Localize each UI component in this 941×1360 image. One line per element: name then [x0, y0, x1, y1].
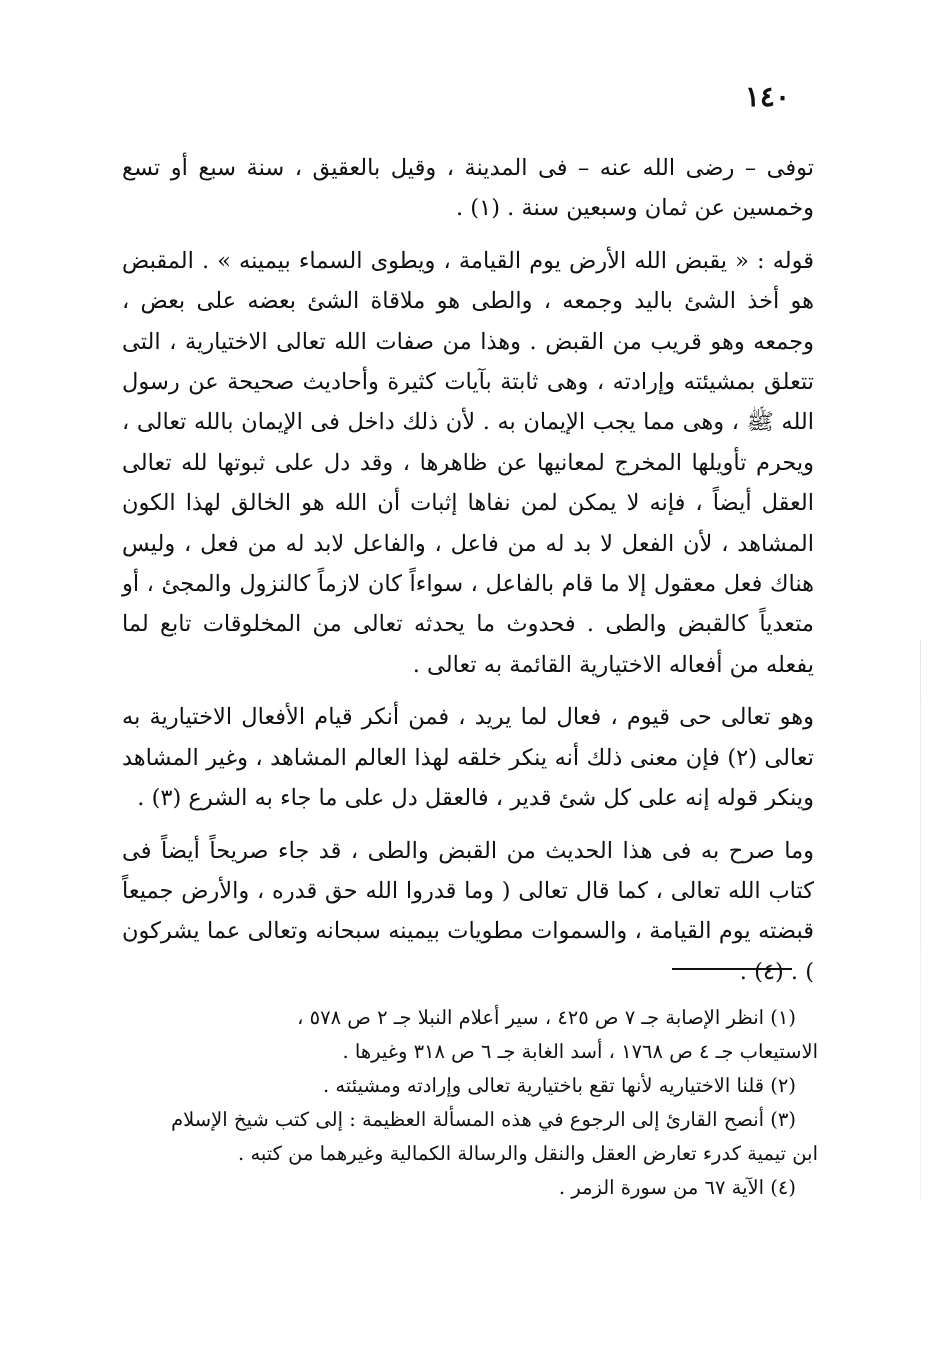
footnote-3: [118, 1103, 818, 1137]
footnote-3-continuation: ابن تيمية كدرء تعارض العقل والنقل والرسالة الكمالية وغيرهما من كتبه .: [238, 1142, 818, 1165]
footnote-1: [118, 1001, 818, 1035]
page-edge-shadow: [920, 640, 921, 1200]
footnote-marker: (٢): [770, 1074, 796, 1097]
footnote-2: [118, 1069, 818, 1103]
page-number: ١٤٠: [744, 80, 790, 113]
main-text: [122, 148, 814, 1004]
footnotes: [118, 1001, 818, 1205]
paragraph-2: قوله : « يقبض الله الأرض يوم القيامة ، ويطوى السماء بيمينه » . المقبض هو أخذ الشئ باليد وجمعه ، والطى هو ملاقاة الشئ بعضه على بعض ، وجمعه وهو قريب من القبض . وهذا من صفات الله تعالى الاختيارية ، التى تتعلق بمشيئته وإرادته ، وهى ثابتة بآيات كثيرة وأحاديث صحيحة عن رسول الله ﷺ ، وهى مما يجب الإيمان به . لأن ذلك داخل فى الإيمان بالله تعالى ، ويحرم تأويلها المخرج لمعانيها عن ظاهرها ، وقد دل على ثبوتها لله تعالى العقل أيضاً ، فإنه لا يمكن لمن نفاها إثبات أن الله هو الخالق لهذا الكون المشاهد ، لأن الفعل لا بد له من فاعل ، والفاعل لابد له من فعل ، وليس هناك فعل معقول إلا ما قام بالفاعل ، سواءاً كان لازماً كالنزول والمجئ ، أو متعدياً كالقبض والطى . فحدوث ما يحدثه تعالى من المخلوقات تابع لما يفعله من أفعاله الاختيارية القائمة به تعالى .: [122, 247, 814, 678]
footnote-separator: [672, 968, 792, 970]
footnote-marker: (٣): [770, 1108, 796, 1131]
paragraph-3: وهو تعالى حى قيوم ، فعال لما يريد ، فمن أنكر قيام الأفعال الاختيارية به تعالى (٢) فإن معنى ذلك أنه ينكر خلقه لهذا العالم المشاهد ، وغير المشاهد وينكر قوله إنه على كل شئ قدير ، فالعقل دل على ما جاء به الشرع (٣) .: [122, 704, 814, 812]
footnote-4: [118, 1171, 818, 1205]
footnote-marker: (٤): [770, 1176, 796, 1199]
footnote-text: قلنا الاختياريه لأنها تقع باختيارية تعالى وإرادته ومشيئته .: [322, 1074, 765, 1097]
footnote-text: انظر الإصابة جـ ٧ ص ٤٢٥ ، سير أعلام النبلا جـ ٢ ص ٥٧٨ ،: [297, 1006, 765, 1029]
footnote-marker: (١): [770, 1006, 796, 1029]
paragraph-4: وما صرح به فى هذا الحديث من القبض والطى ، قد جاء صريحاً أيضاً فى كتاب الله تعالى ، كما قال تعالى ( وما قدروا الله حق قدره ، والأرض جميعاً قبضته يوم القيامة ، والسموات مطويات بيمينه سبحانه وتعالى عما يشركون ) . (٤) .: [122, 837, 814, 985]
paragraph-1: توفى – رضى الله عنه – فى المدينة ، وقيل بالعقيق ، سنة سبع أو تسع وخمسين عن ثمان وسبعين سنة . (١) .: [122, 155, 814, 222]
footnote-text: الآية ٦٧ من سورة الزمر .: [558, 1176, 765, 1199]
footnote-1-continuation: الاستيعاب جـ ٤ ص ١٧٦٨ ، أسد الغابة جـ ٦ ص ٣١٨ وغيرها .: [342, 1040, 818, 1063]
footnote-text: أنصح القارئ إلى الرجوع في هذه المسألة العظيمة : إلى كتب شيخ الإسلام: [171, 1108, 765, 1131]
